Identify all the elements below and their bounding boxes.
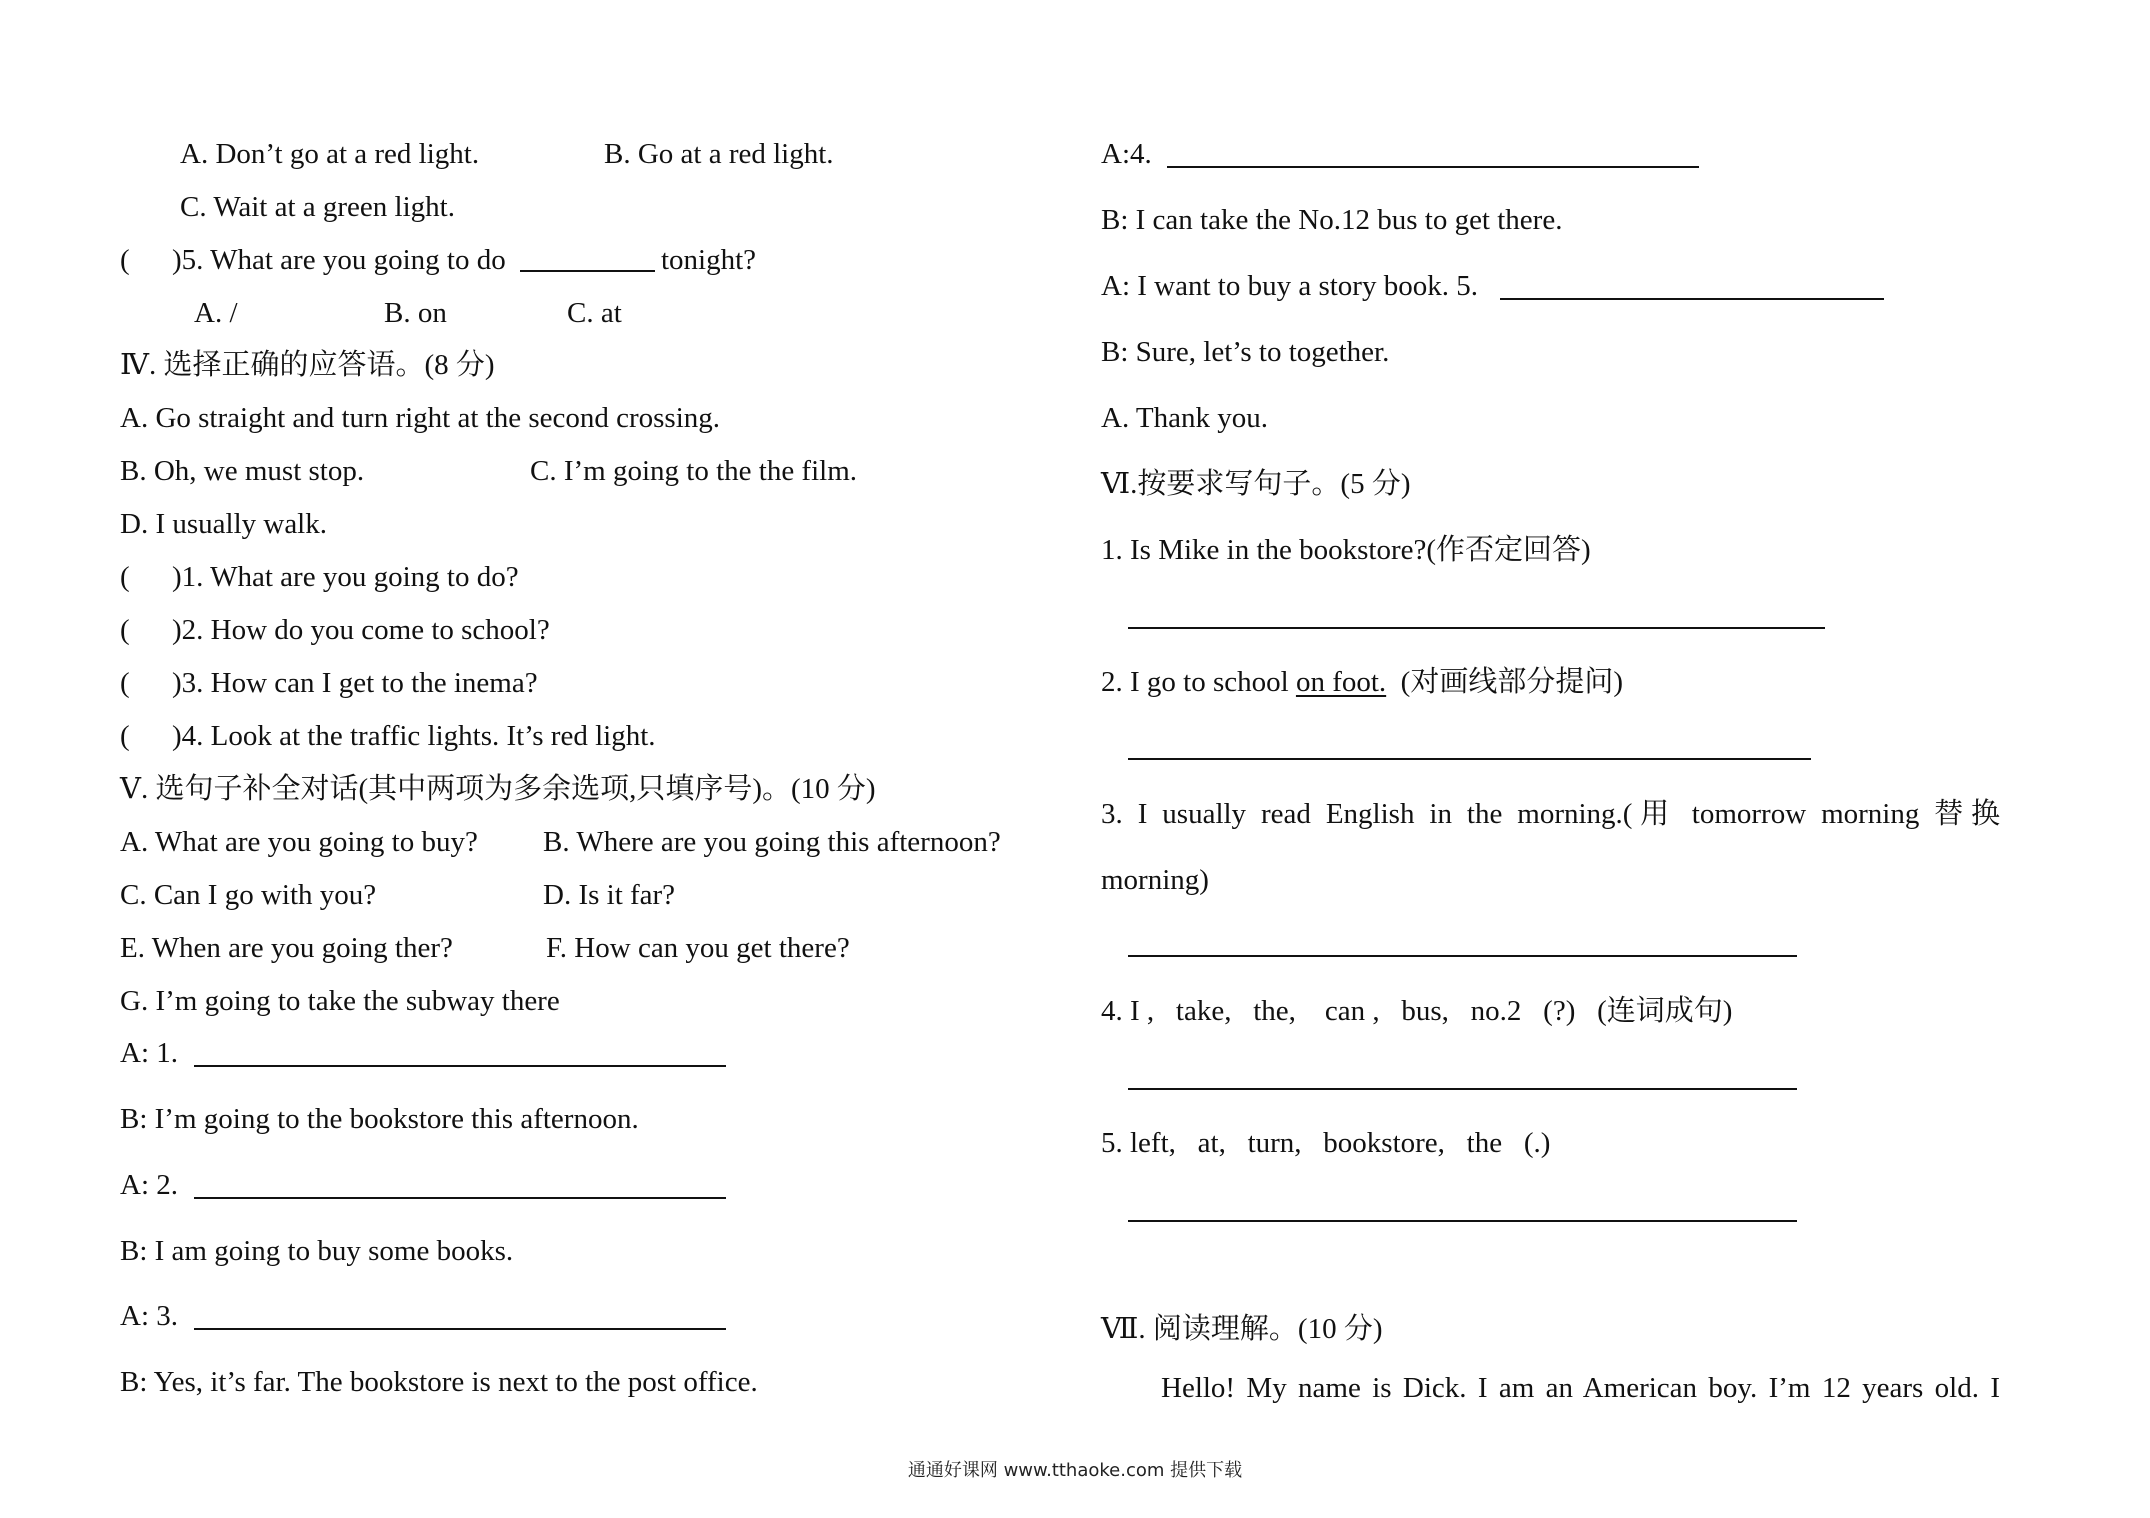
s5-option-a: A. What are you going to buy? (120, 826, 478, 858)
s6-answer-blank-1[interactable] (1128, 627, 1825, 629)
s6-question-5: 5. left, at, turn, bookstore, the (.) (1101, 1127, 1551, 1159)
s6-answer-blank-2[interactable] (1128, 758, 1811, 760)
q4-option-c: C. Wait at a green light. (180, 191, 455, 223)
dialog-b5: B: Sure, let’s to together. (1101, 336, 1390, 368)
q5-blank[interactable] (520, 270, 655, 272)
dialog-a3: A: 3. (120, 1300, 178, 1332)
section-6-title: Ⅵ.按要求写句子。(5 分) (1101, 468, 1411, 500)
q4-option-a: A. Don’t go at a red light. (180, 138, 480, 170)
dialog-b2: B: I am going to buy some books. (120, 1235, 514, 1267)
s4-q2-paren: ( (120, 614, 130, 646)
s4-question-2: )2. How do you come to school? (172, 614, 550, 646)
s6-q2-prefix: 2. I go to school (1101, 666, 1289, 698)
s6-question-2 (1101, 668, 1623, 697)
s4-q3-paren: ( (120, 667, 130, 699)
reading-passage-line-1: Hello! My name is Dick. I am an American boy. I’m 12 years old. I (1161, 1372, 2000, 1404)
s6-answer-blank-3[interactable] (1128, 955, 1797, 957)
s4-answer-b: B. Oh, we must stop. (120, 455, 365, 487)
dialog-a2: A: 2. (120, 1169, 178, 1201)
s5-option-e: E. When are you going ther? (120, 932, 453, 964)
s5-option-d: D. Is it far? (543, 879, 676, 911)
s4-question-1: )1. What are you going to do? (172, 561, 519, 593)
q5-question: )5. What are you going to do (172, 244, 506, 276)
dialog-blank-2[interactable] (194, 1197, 726, 1199)
section-5-title: Ⅴ. 选句子补全对话(其中两项为多余选项,只填序号)。(10 分) (120, 773, 876, 805)
s4-answer-a: A. Go straight and turn right at the second crossing. (120, 402, 721, 434)
s4-q1-paren: ( (120, 561, 130, 593)
q5-option-b: B. on (384, 297, 447, 329)
dialog-blank-3[interactable] (194, 1328, 726, 1330)
dialog-b1: B: I’m going to the bookstore this afternoon. (120, 1103, 639, 1135)
s6-answer-blank-5[interactable] (1128, 1220, 1797, 1222)
s6-question-3-line1: 3. I usually read English in the morning.(用 tomorrow morning 替换 (1101, 798, 2000, 830)
dialog-b3: B: Yes, it’s far. The bookstore is next to the post office. (120, 1366, 758, 1398)
page-footer: 通通好课网 www.tthaoke.com 提供下载 (907, 1460, 1243, 1481)
s6-answer-blank-4[interactable] (1128, 1088, 1797, 1090)
dialog-a5: A: I want to buy a story book. 5. (1101, 270, 1478, 302)
q4-option-b: B. Go at a red light. (604, 138, 834, 170)
s5-option-f: F. How can you get there? (546, 932, 850, 964)
s5-option-g: G. I’m going to take the subway there (120, 985, 560, 1017)
dialog-blank-4[interactable] (1167, 166, 1699, 168)
q5-tail: tonight? (661, 244, 757, 276)
dialog-b4: B: I can take the No.12 bus to get there. (1101, 204, 1563, 236)
s6-q2-underlined: on foot. (1295, 666, 1387, 698)
s4-answer-d: D. I usually walk. (120, 508, 327, 540)
s6-question-3-line2: morning) (1101, 864, 1209, 896)
dialog-a4: A:4. (1101, 138, 1152, 170)
q5-option-a: A. / (194, 297, 238, 329)
s6-question-4: 4. I , take, the, can , bus, no.2 (?) (连词成句) (1101, 995, 1733, 1027)
dialog-a1: A: 1. (120, 1037, 178, 1069)
s6-q2-instruction: (对画线部分提问) (1400, 666, 1623, 698)
s5-option-b: B. Where are you going this afternoon? (543, 826, 1001, 858)
section-7-title: Ⅶ. 阅读理解。(10 分) (1101, 1313, 1383, 1345)
q5-option-c: C. at (567, 297, 622, 329)
s4-question-3: )3. How can I get to the inema? (172, 667, 538, 699)
dialog-blank-5[interactable] (1500, 298, 1884, 300)
s4-q4-paren: ( (120, 720, 130, 752)
section-4-title: Ⅳ. 选择正确的应答语。(8 分) (120, 349, 495, 381)
q5-paren: ( (120, 244, 130, 276)
dialog-a6: A. Thank you. (1101, 402, 1269, 434)
dialog-blank-1[interactable] (194, 1065, 726, 1067)
s5-option-c: C. Can I go with you? (120, 879, 377, 911)
s6-question-1: 1. Is Mike in the bookstore?(作否定回答) (1101, 534, 1591, 566)
s4-question-4: )4. Look at the traffic lights. It’s red light. (172, 720, 656, 752)
s4-answer-c: C. I’m going to the the film. (530, 455, 858, 487)
